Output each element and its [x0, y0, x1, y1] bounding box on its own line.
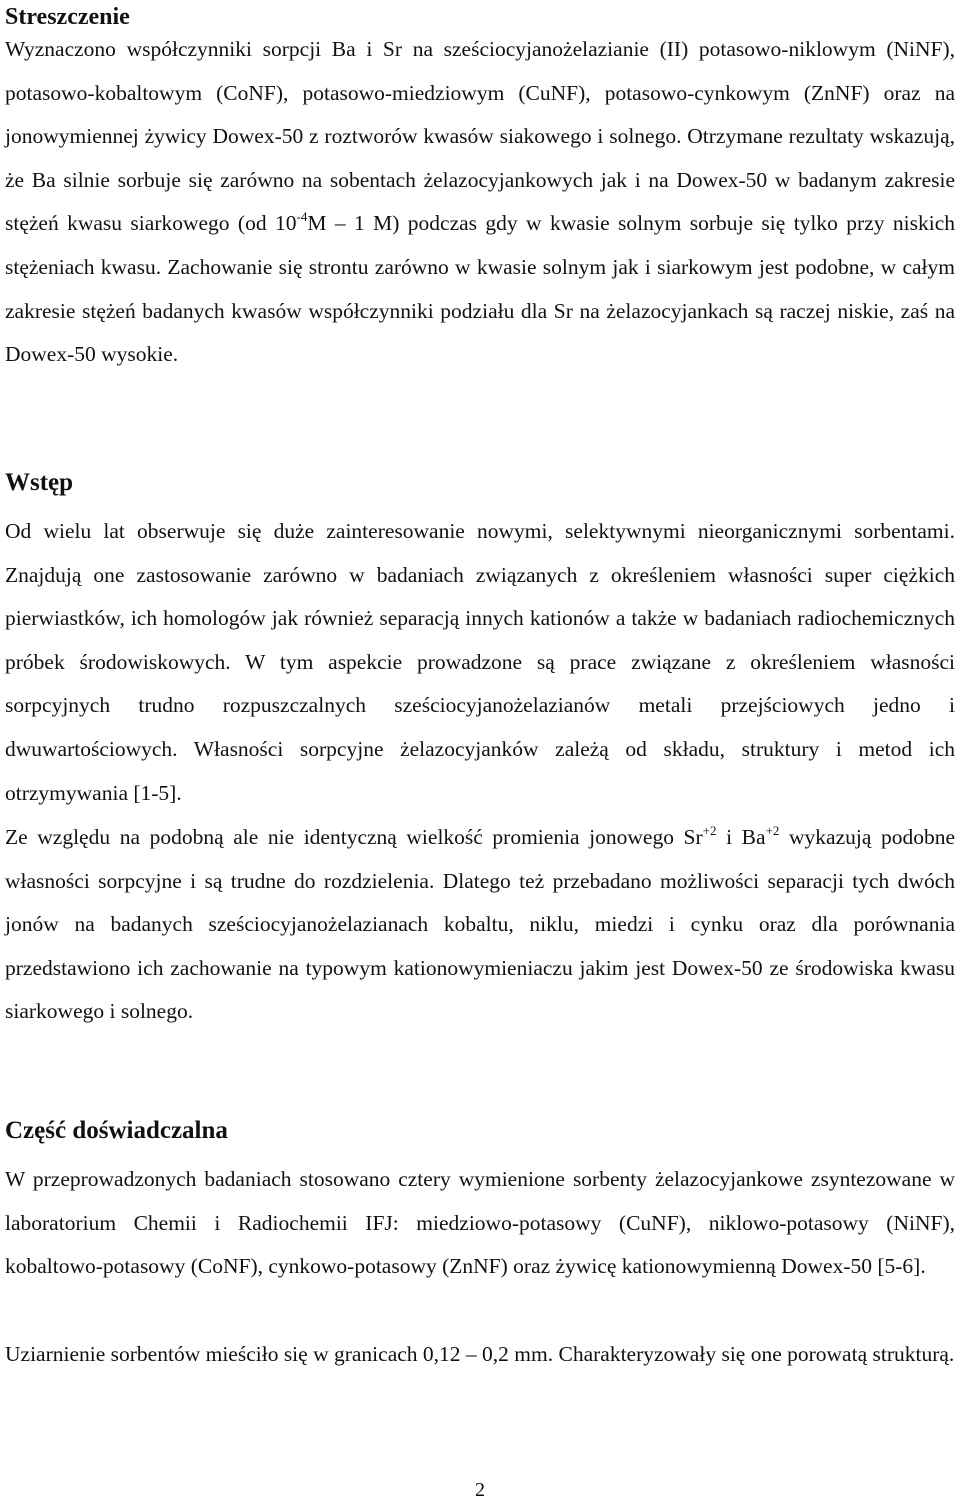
experimental-paragraph-1: W przeprowadzonych badaniach stosowano cztery wymienione sorbenty żelazocyjankowe zsyntezowane w laboratorium Chemii i Radiochemii IFJ: miedziowo-potasowy (CuNF), niklowo-potasowy (NiNF), kobaltowo-potasowy (CoNF), cynkowo-potasowy (ZnNF) oraz żywicę kationowymienną Dowex-50 [5-6].	[5, 1167, 955, 1279]
intro-p2-text-c: wykazują podobne własności sorpcyjne i są trudne do rozdzielenia. Dlatego też przebadano możliwości separacji tych dwóch jonów na badanych sześciocyjanożelazianach kobaltu, niklu, miedzi i cynku oraz dla porównania przedstawiono ich zachowanie na typowym kationowymieniaczu jakim jest Dowex-50 ze środowiska kwasu siarkowego i solnego.	[5, 825, 956, 1024]
abstract-heading: Streszczenie	[5, 4, 130, 30]
page-number: 2	[475, 1479, 485, 1501]
intro-paragraph-1: Od wielu lat obserwuje się duże zainteresowanie nowymi, selektywnymi nieorganicznymi sorbentami. Znajdują one zastosowanie zarówno w badaniach związanych z określeniem własności super ciężkich pierwiastków, ich homologów jak również separacją innych kationów a także w badaniach radiochemicznych próbek środowiskowych. W tym aspekcie prowadzone są prace związane z określeniem własności sorpcyjnych trudno rozpuszczalnych sześciocyjanożelazianów metali przejściowych jedno i dwuwartościowych. Własności sorpcyjne żelazocyjanków zależą od składu, struktury i metod ich otrzymywania [1-5].	[5, 519, 955, 805]
abstract-paragraph	[5, 28, 955, 377]
intro-p2-text-b: i Ba	[716, 825, 766, 849]
experimental-paragraph-2: Uziarnienie sorbentów mieściło się w granicach 0,12 – 0,2 mm. Charakteryzowały się one porowatą strukturą.	[5, 1342, 955, 1366]
ba-charge-superscript: +2	[765, 823, 780, 838]
intro-p2-text-a: Ze względu na podobną ale nie identyczną wielkość promienia jonowego Sr	[5, 825, 703, 849]
abstract-text-a: Wyznaczono współczynniki sorpcji Ba i Sr na sześciocyjanożelazianie (II) potasowo-niklowym (NiNF), potasowo-kobaltowym (CoNF), potasowo-miedziowym (CuNF), potasowo-cynkowym (ZnNF) oraz na jonowymiennej żywicy Dowex-50 z roztworów kwasów siakowego i solnego. Otrzymane rezultaty wskazują, że Ba silnie sorbuje się zarówno na sobentach żelazocyjankowych jak i na Dowex-50 w badanym zakresie stężeń kwasu siarkowego (od 10	[5, 37, 955, 236]
abstract-text-b: M – 1 M) podczas gdy w kwasie solnym sorbuje się tylko przy niskich stężeniach kwasu. Zachowanie się strontu zarówno w kwasie solnym jak i siarkowym jest podobne, w całym zakresie stężeń badanych kwasów współczynniki podziału dla Sr na żelazocyjankach są raczej niskie, zaś na Dowex-50 wysokie.	[5, 211, 955, 367]
experimental-heading: Część doświadczalna	[5, 1117, 228, 1144]
intro-heading: Wstęp	[5, 469, 74, 496]
exponent-superscript: -4	[296, 209, 308, 225]
sr-charge-superscript: +2	[702, 823, 717, 838]
intro-paragraph-2	[5, 816, 955, 1034]
